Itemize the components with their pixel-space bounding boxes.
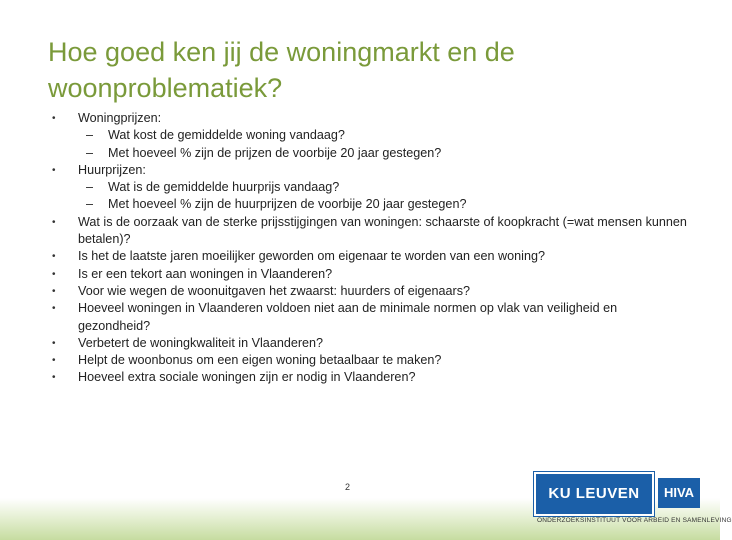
bullet-item [48, 162, 688, 214]
bullet-text: Huurprijzen: [78, 162, 146, 177]
bullet-item [48, 369, 688, 386]
bullet-dot-icon: • [52, 355, 56, 367]
bullet-dot-icon: • [52, 337, 56, 349]
sub-bullet-text: Wat kost de gemiddelde woning vandaag? [108, 128, 345, 143]
dash-icon: – [86, 180, 94, 195]
logo-subtitle: ONDERZOEKSINSTITUUT VOOR ARBEID EN SAMENLEVING [537, 517, 732, 524]
bullet-dot-icon: • [52, 285, 56, 297]
sub-bullet-text: Met hoeveel % zijn de huurprijzen de voorbije 20 jaar gestegen? [108, 197, 467, 212]
ku-leuven-logo: KU LEUVEN [534, 472, 654, 516]
bullet-item [48, 110, 688, 162]
dash-icon: – [86, 197, 94, 212]
bullet-text: Wat is de oorzaak van de sterke prijsstijgingen van woningen: schaarste of koopkracht (=wat mensen kunnen betalen)? [78, 214, 687, 247]
bullet-dot-icon: • [52, 372, 56, 384]
bullet-text: Is het de laatste jaren moeilijker geworden om eigenaar te worden van een woning? [78, 249, 545, 264]
sub-bullet-item [78, 145, 688, 162]
bullet-dot-icon: • [52, 113, 56, 124]
bullet-text: Hoeveel woningen in Vlaanderen voldoen niet aan de minimale normen op vlak van veiligheid en gezondheid? [78, 301, 618, 333]
bullet-item [48, 335, 688, 352]
sub-bullet-item [78, 196, 688, 213]
bullet-item [48, 300, 688, 335]
bullet-list [48, 110, 688, 387]
bullet-item [48, 248, 688, 265]
bullet-item [48, 352, 688, 369]
sub-bullet-text: Met hoeveel % zijn de prijzen de voorbije 20 jaar gestegen? [108, 145, 442, 160]
dash-icon: – [86, 128, 94, 143]
bullet-text: Is er een tekort aan woningen in Vlaanderen? [78, 266, 333, 281]
bullet-dot-icon: • [52, 268, 56, 280]
bullet-text: Helpt de woonbonus om een eigen woning betaalbaar te maken? [78, 353, 442, 368]
sub-bullet-item [78, 179, 688, 196]
sub-bullet-list [78, 179, 688, 214]
sub-bullet-text: Wat is de gemiddelde huurprijs vandaag? [108, 180, 340, 195]
bullet-item [48, 266, 688, 283]
sub-bullet-list [78, 127, 688, 162]
bullet-text: Hoeveel extra sociale woningen zijn er nodig in Vlaanderen? [78, 370, 416, 385]
slide-title: Hoe goed ken jij de woningmarkt en de woonproblematiek? [48, 37, 515, 104]
bullet-text: Voor wie wegen de woonuitgaven het zwaarst: huurders of eigenaars? [78, 283, 471, 298]
bullet-dot-icon: • [52, 216, 56, 228]
bullet-item [48, 283, 688, 300]
bullet-dot-icon: • [52, 164, 56, 176]
sub-bullet-item [78, 127, 688, 144]
bullet-dot-icon: • [52, 303, 56, 315]
dash-icon: – [86, 145, 94, 160]
hiva-logo: HIVA [658, 478, 700, 508]
bullet-text: Verbetert de woningkwaliteit in Vlaanderen? [78, 335, 324, 350]
bullet-item [48, 214, 688, 249]
page-number: 2 [345, 482, 351, 492]
bullet-text: Woningprijzen: [78, 111, 162, 125]
bullet-dot-icon: • [52, 251, 56, 263]
